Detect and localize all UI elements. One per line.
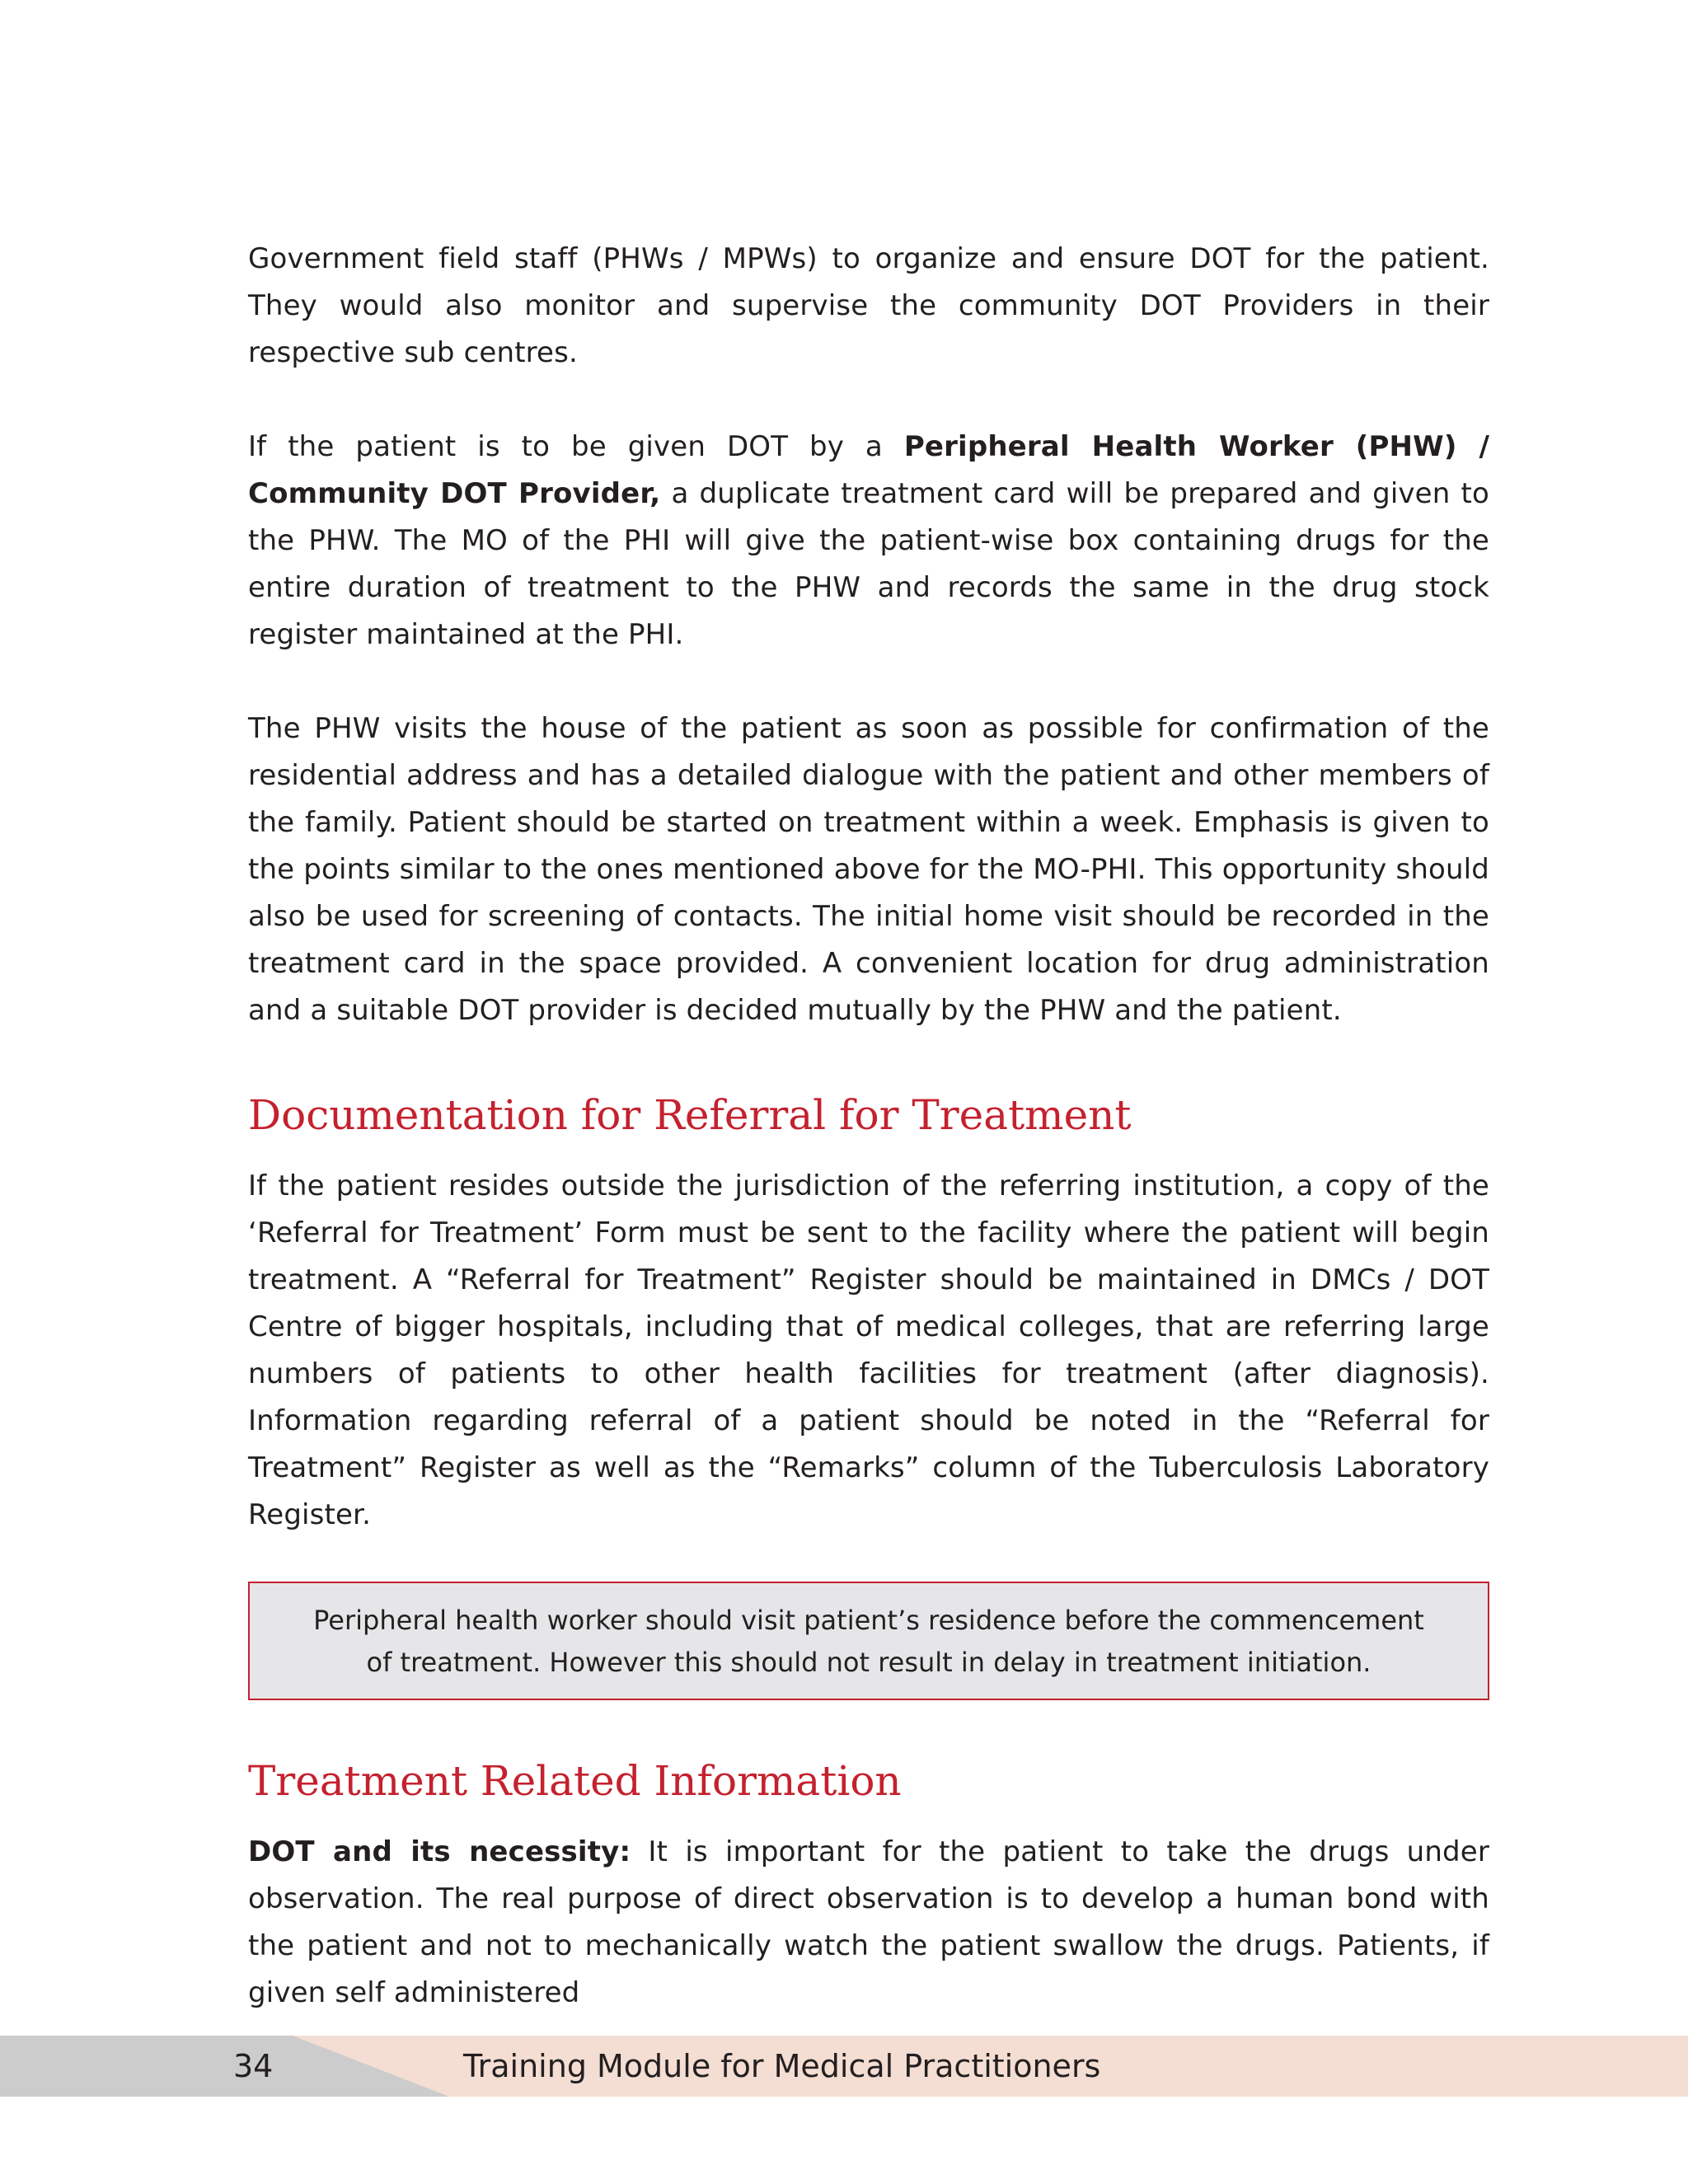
paragraph-phw-provider-end: a duplicate treatment card will be prepared and given to the PHW. The MO of the PHI will give the patient-wise box containing drugs for the entire duration of treatment to the PHW and records the same in the drug stock register maintained at the PHI. [248, 477, 1489, 651]
page-number: 34 [233, 2048, 274, 2084]
heading-referral-documentation: Documentation for Referral for Treatment [248, 1091, 1132, 1139]
paragraph-referral: If the patient resides outside the jurisdiction of the referring institution, a copy of the ‘Referral for Treatment’ Form must be sent to the facility where the patient will begin treatment. A “Referral for Treatment” Register should be maintained in DMCs / DOT Centre of bigger hospitals, including that of medical colleges, that are referring large numbers of patients to other health facilities for treatment (after diagnosis). Information regarding referral of a patient should be noted in the “Referral for Treatment” Register as well as the “Remarks” column of the Tuberculosis Laboratory Register. [248, 1169, 1489, 1531]
page-footer [0, 2036, 1688, 2097]
paragraph-phw-provider-start: If the patient is to be given DOT by a [248, 430, 904, 463]
paragraph-field-staff: Government field staff (PHWs / MPWs) to organize and ensure DOT for the patient. They would also monitor and supervise the community DOT Providers in their respective sub centres. [248, 242, 1489, 369]
paragraph-dot-necessity [248, 1829, 1489, 2017]
heading-treatment-information: Treatment Related Information [248, 1757, 902, 1805]
paragraph-phw-provider [248, 424, 1489, 658]
dot-necessity-bold-lead: DOT and its necessity: [248, 1835, 631, 1868]
callout-box [248, 1582, 1489, 1700]
phw-provider-bold-term: Peripheral Health Worker (PHW) / Community DOT Provider, [248, 430, 1490, 510]
footer-document-title: Training Module for Medical Practitioners [463, 2048, 1101, 2084]
paragraph-dot-necessity-text: It is important for the patient to take the drugs under observation. The real purpose of direct observation is to develop a human bond with the patient and not to mechanically watch the patient swallow the drugs. Patients, if given self administered [248, 1835, 1489, 2009]
callout-text: Peripheral health worker should visit patient’s residence before the commencement of treatment. However this should not result in delay in treatment initiation. [313, 1605, 1424, 1678]
paragraph-home-visit: The PHW visits the house of the patient as soon as possible for confirmation of the residential address and has a detailed dialogue with the patient and other members of the family. Patient should be started on treatment within a week. Emphasis is given to the points similar to the ones mentioned above for the MO-PHI. This opportunity should also be used for screening of contacts. The initial home visit should be recorded in the treatment card in the space provided. A convenient location for drug administration and a suitable DOT provider is decided mutually by the PHW and the patient. [248, 712, 1489, 1027]
page-content [248, 236, 1489, 2017]
footer-page-tab [0, 2036, 449, 2097]
